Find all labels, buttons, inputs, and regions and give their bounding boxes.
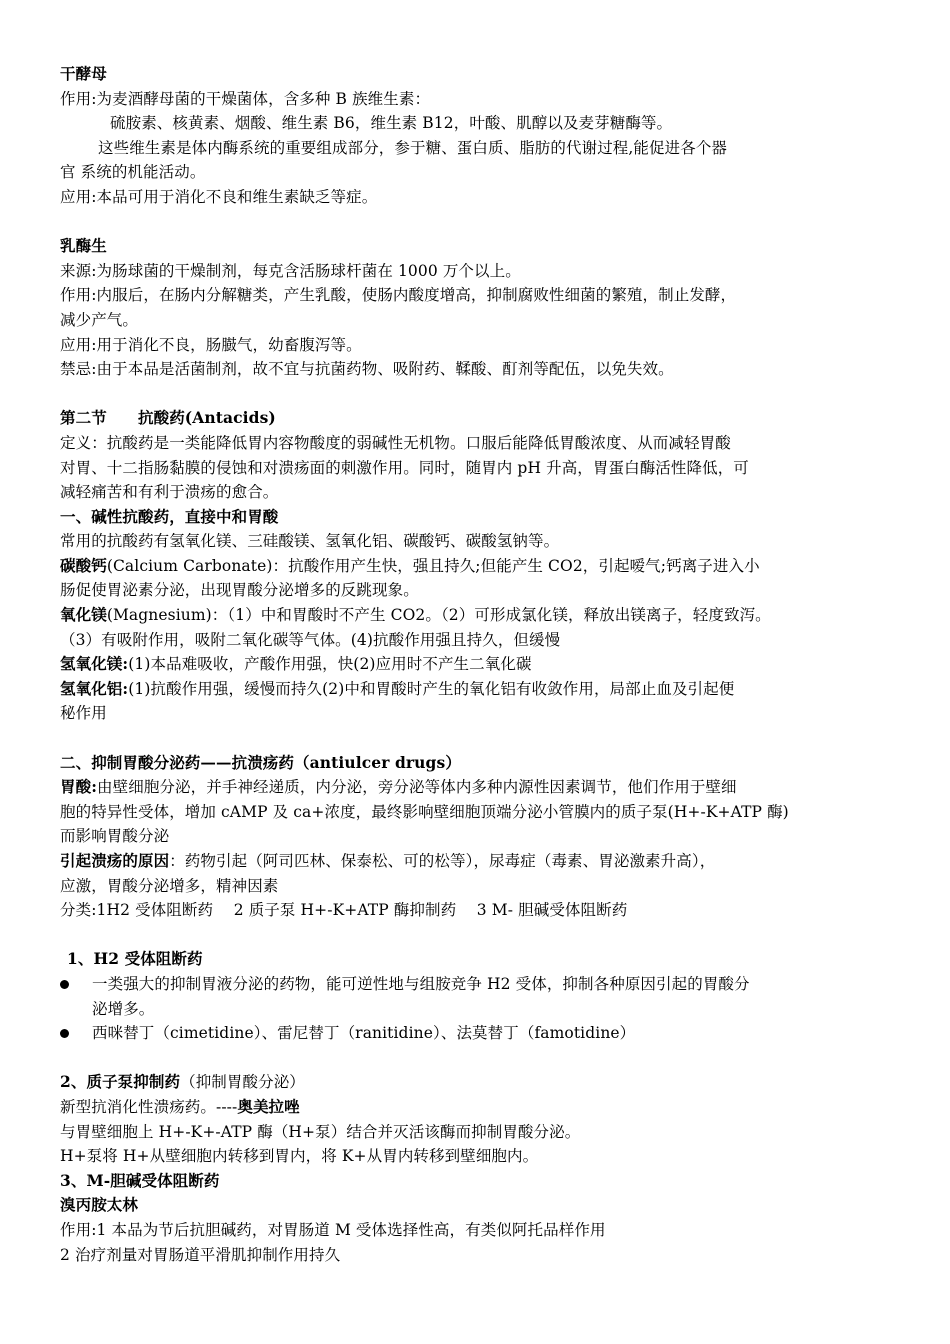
text-line: 肠促使胃泌素分泌，出现胃酸分泌增多的反跳现象。 — [60, 581, 419, 600]
text-line: 作用:为麦酒酵母菌的干燥菌体，含多种 B 族维生素： — [60, 89, 431, 108]
text-line: 定义：抗酸药是一类能降低胃内容物酸度的弱碱性无机物。口服后能降低胃酸浓度、从而减轻胃酸 — [60, 433, 731, 452]
term-label: 氧化镁 — [60, 605, 107, 625]
term-text: ：药物引起（阿司匹林、保泰松、可的松等），尿毒症（毒素、胃泌激素升高）， — [169, 852, 716, 870]
text-line: 应用:本品可用于消化不良和维生素缺乏等症。 — [60, 187, 378, 206]
spacer — [60, 923, 900, 948]
document-page — [60, 62, 900, 1267]
bullet-item — [60, 1021, 900, 1046]
spacer — [60, 1046, 900, 1071]
text-line: 应用:用于消化不良，肠臌气，幼畜腹泻等。 — [60, 335, 362, 354]
text-line: 泌增多。 — [92, 999, 155, 1018]
term-label: 引起溃疡的原因 — [60, 851, 170, 870]
text-line-gastric-acid — [60, 775, 900, 800]
subheading-note: （抑制胃酸分泌） — [180, 1073, 305, 1092]
bullet-item — [60, 972, 900, 997]
text-line — [60, 1095, 900, 1120]
text-line: 常用的抗酸药有氢氧化镁、三硅酸镁、氢氧化铝、碳酸钙、碳酸氢钠等。 — [60, 532, 560, 551]
term-text: (Magnesium)：（1）中和胃酸时不产生 CO2。（2）可形成氯化镁，释放出镁离子，轻度致泻。 — [106, 606, 771, 625]
text-line: 这些维生素是体内酶系统的重要组成部分，参于糖、蛋白质、脂肪的代谢过程,能促进各个器 — [98, 138, 728, 157]
text-line: 2 治疗剂量对胃肠道平滑肌抑制作用持久 — [60, 1245, 341, 1264]
term-label: 氢氧化铝: — [60, 678, 129, 698]
text-line: 减少产气。 — [60, 310, 139, 329]
section-title-antacids: 第二节 抗酸药(Antacids) — [60, 408, 276, 428]
text-line-calcium-carbonate — [60, 554, 900, 579]
text-line: （3）有吸附作用，吸附二氧化碳等气体。(4)抗酸作用强且持久，但缓慢 — [60, 630, 561, 649]
spacer — [60, 726, 900, 751]
text-line: 应激，胃酸分泌增多，精神因素 — [60, 876, 279, 895]
text-line: H+泵将 H+从壁细胞内转移到胃内，将 K+从胃内转移到壁细胞内。 — [60, 1147, 539, 1166]
spacer — [60, 210, 900, 235]
text-line: 官 系统的机能活动。 — [60, 163, 206, 182]
bullet-icon — [60, 980, 69, 989]
text-line: 来源:为肠球菌的干燥制剂，每克含活肠球杆菌在 1000 万个以上。 — [60, 261, 521, 280]
bullet-text: 一类强大的抑制胃液分泌的药物，能可逆性地与组胺竞争 H2 受体，抑制各种原因引起的胃酸分 — [92, 974, 750, 993]
section-title-lactasin: 乳酶生 — [60, 236, 107, 256]
text-line-aluminium-hydroxide — [60, 677, 900, 702]
text-line-magnesium-oxide — [60, 603, 900, 628]
term-label: 碳酸钙 — [60, 555, 107, 575]
text-line-classification: 分类:1H2 受体阻断药 2 质子泵 H+-K+ATP 酶抑制药 3 M- 胆碱受体阻断药 — [60, 901, 628, 920]
subheading-proton-pump — [60, 1070, 900, 1095]
subheading-alkaline-antacids: 一、碱性抗酸药，直接中和胃酸 — [60, 506, 279, 526]
text-line-magnesium-hydroxide — [60, 652, 900, 677]
subheading-title: 2、质子泵抑制药 — [60, 1072, 181, 1092]
term-text: (1)本品难吸收，产酸作用强，快(2)应用时不产生二氧化碳 — [128, 655, 532, 674]
term-text: 由壁细胞分泌，并手神经递质，内分泌，旁分泌等体内多种内源性因素调节，他们作用于壁细 — [97, 778, 737, 797]
section-title-dry-yeast: 干酵母 — [60, 64, 107, 83]
term-label: 氢氧化镁: — [60, 654, 129, 674]
text-line-ulcer-causes — [60, 849, 900, 874]
text-line: 胞的特异性受体，增加 cAMP 及 ca+浓度，最终影响壁细胞顶端分泌小管膜内的质子泵(H+-K+ATP 酶) — [60, 802, 789, 821]
text-line: 秘作用 — [60, 704, 107, 723]
section-title-antiulcer: 二、抑制胃酸分泌药——抗溃疡药（antiulcer drugs） — [60, 752, 461, 772]
text-line: 对胃、十二指肠黏膜的侵蚀和对溃疡面的刺激作用。同时，随胃内 pH 升高，胃蛋白酶活性降低，可 — [60, 458, 749, 477]
text-line: 作用:1 本品为节后抗胆碱药，对胃肠道 M 受体选择性高，有类似阿托品样作用 — [60, 1220, 606, 1239]
text-prefix: 新型抗消化性溃疡药。---- — [60, 1097, 238, 1116]
term-text: (1)抗酸作用强，缓慢而持久(2)中和胃酸时产生的氧化铝有收敛作用，局部止血及引起便 — [128, 679, 735, 698]
term-label: 胃酸: — [60, 777, 98, 797]
text-line: 与胃壁细胞上 H+-K+-ATP 酶（H+泵）结合并灭活该酶而抑制胃酸分泌。 — [60, 1122, 581, 1141]
subheading-h2-blockers: 1、H2 受体阻断药 — [67, 949, 203, 969]
spacer — [60, 382, 900, 407]
text-line: 作用:内服后，在肠内分解糖类，产生乳酸，使肠内酸度增高，抑制腐败性细菌的繁殖，制止发酵， — [60, 286, 737, 305]
text-line: 而影响胃酸分泌 — [60, 827, 170, 846]
term-text: (Calcium Carbonate)：抗酸作用产生快，强且持久;但能产生 CO2，引起嗳气;钙离子进入小 — [106, 556, 760, 575]
text-line: 硫胺素、核黄素、烟酸、维生素 B6，维生素 B12，叶酸、肌醇以及麦芽糖酶等。 — [110, 114, 673, 133]
drug-name: 奥美拉唑 — [237, 1096, 300, 1116]
text-line: 禁忌:由于本品是活菌制剂，故不宜与抗菌药物、吸附药、鞣酸、酊剂等配伍，以免失效。 — [60, 360, 674, 379]
bullet-icon — [60, 1029, 69, 1038]
subheading-m-blockers: 3、M-胆碱受体阻断药 — [60, 1170, 220, 1190]
drug-title: 溴丙胺太林 — [60, 1195, 139, 1215]
bullet-text: 西咪替丁（cimetidine）、雷尼替丁（ranitidine）、法莫替丁（famotidine） — [92, 1024, 636, 1043]
text-line: 减轻痛苦和有利于溃疡的愈合。 — [60, 483, 279, 502]
